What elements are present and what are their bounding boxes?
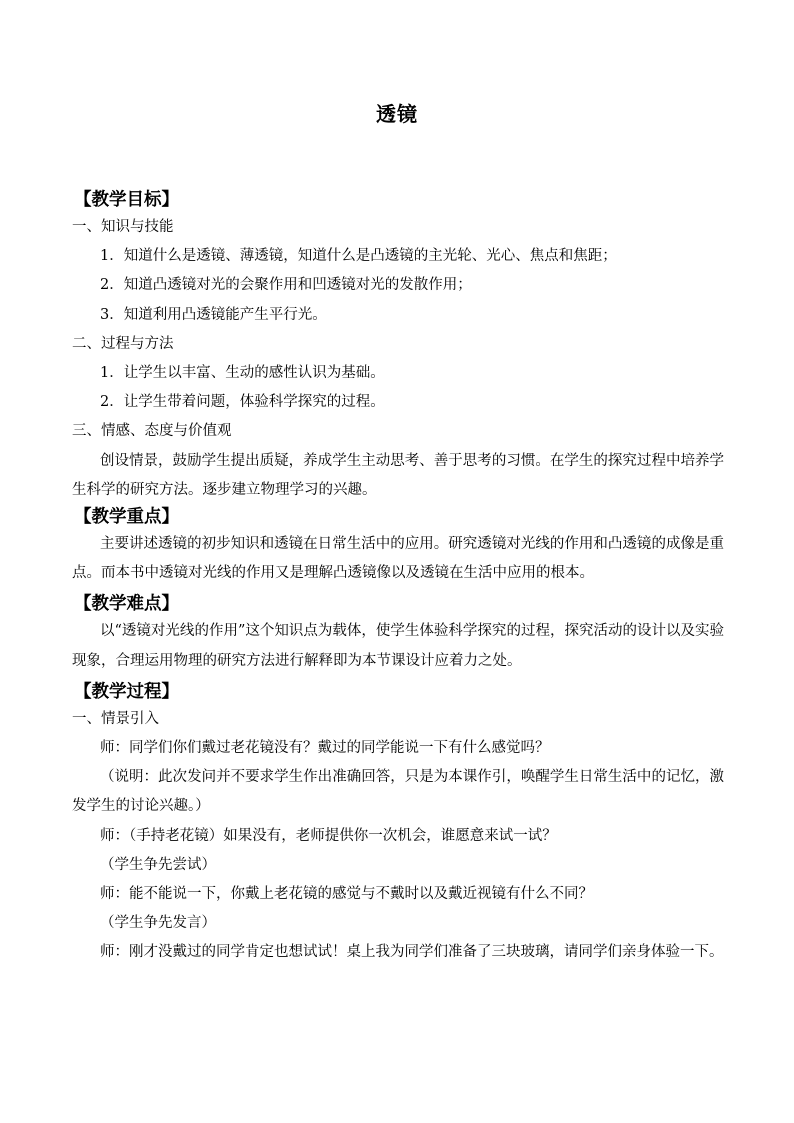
knowledge-label: 一、知识与技能 <box>72 219 174 235</box>
dialogue-note-1: （说明：此次发问并不要求学生作出准确回答，只是为本课作引，唤醒学生日常生活中的记忆，激发学生的讨论兴趣。） <box>72 769 724 815</box>
intro-label: 一、情景引入 <box>72 710 159 727</box>
dialogue-line-3: 师：能不能说一下，你戴上老花镜的感觉与不戴时以及戴近视镜有什么不同？ <box>100 886 593 903</box>
dialogue-line-1: 师：同学们你们戴过老花镜没有？戴过的同学能说一下有什么感觉吗？ <box>100 740 550 757</box>
difficulties-paragraph: 以“透镜对光线的作用”这个知识点为载体，使学生体验科学探究的过程，探究活动的设计以及实验现象，合理运用物理的研究方法进行解释即为本节课设计应着力之处。 <box>72 623 724 669</box>
emotion-label: 三、情感、态度与价值观 <box>72 423 232 440</box>
dialogue-line-4: 师：刚才没戴过的同学肯定也想试试！桌上我为同学们准备了三块玻璃，请同学们亲身体验一下。 <box>100 944 724 961</box>
knowledge-item-1: 1．知道什么是透镜、薄透镜，知道什么是凸透镜的主光轮、光心、焦点和焦距； <box>100 248 617 265</box>
dialogue-note-2: （学生争先尝试） <box>100 856 216 873</box>
dialogue-note-3: （学生争先发言） <box>100 915 216 932</box>
emotion-paragraph: 创设情景，鼓励学生提出质疑，养成学生主动思考、善于思考的习惯。在学生的探究过程中培养学生科学的研究方法。逐步建立物理学习的兴趣。 <box>72 452 724 498</box>
objectives-heading: 【教学目标】 <box>74 190 179 210</box>
difficulties-heading: 【教学难点】 <box>74 594 179 615</box>
document-title: 透镜 <box>376 102 418 126</box>
document-body <box>72 188 724 968</box>
process-method-item-2: 2．让学生带着问题，体验科学探究的过程。 <box>100 394 385 411</box>
process-method-label: 二、过程与方法 <box>72 335 174 352</box>
knowledge-item-2: 2．知道凸透镜对光的会聚作用和凹透镜对光的发散作用； <box>100 277 472 294</box>
process-method-item-1: 1．让学生以丰富、生动的感性认识为基础。 <box>100 365 385 382</box>
knowledge-item-3: 3．知道利用凸透镜能产生平行光。 <box>100 306 327 323</box>
key-points-paragraph: 主要讲述透镜的初步知识和透镜在日常生活中的应用。研究透镜对光线的作用和凸透镜的成像是重点。而本书中透镜对光线的作用又是理解凸透镜像以及透镜在生活中应用的根本。 <box>72 536 724 582</box>
dialogue-line-2: 师：（手持老花镜）如果没有，老师提供你一次机会，谁愿意来试一试？ <box>100 827 557 844</box>
process-heading: 【教学过程】 <box>74 681 179 702</box>
key-points-heading: 【教学重点】 <box>74 507 179 528</box>
